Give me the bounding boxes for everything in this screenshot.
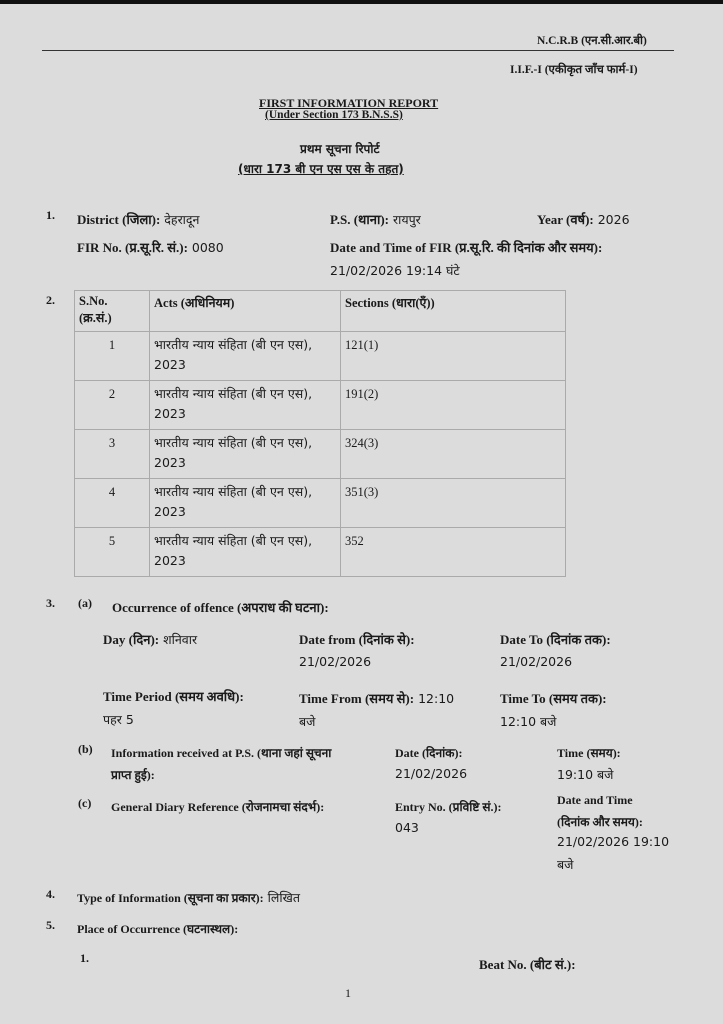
ncrb-label: N.C.R.B (एन.सी.आर.बी) — [537, 35, 647, 47]
occurrence-label: Occurrence of offence (अपराध की घटना): — [112, 600, 329, 615]
time-to-label: Time To (समय तक): — [500, 691, 607, 706]
title-english: FIRST INFORMATION REPORT — [259, 96, 439, 110]
year-row — [537, 210, 630, 228]
day-row — [103, 630, 197, 648]
gd-datetime-value-line1: 21/02/2026 19:10 — [557, 834, 670, 849]
row-section: 191(2) — [341, 381, 566, 430]
year-value: 2026 — [597, 212, 630, 227]
info-time-label: Time (समय): — [557, 746, 621, 760]
section-5-number: 5. — [46, 918, 55, 932]
type-of-information-row — [77, 889, 300, 906]
header-divider — [42, 50, 674, 51]
row-act: भारतीय न्याय संहिता (बी एन एस), 2023 — [150, 479, 341, 528]
table-row — [75, 479, 566, 528]
row-sno: 2 — [75, 381, 150, 430]
header-sections: Sections (धारा(एँ)) — [341, 291, 566, 332]
time-period-label: Time Period (समय अवधि): — [103, 689, 244, 704]
ps-value: रायपुर — [392, 212, 421, 227]
row-section: 121(1) — [341, 332, 566, 381]
beat-no-label: Beat No. (बीट सं.): — [479, 957, 576, 972]
day-label: Day (दिन): — [103, 632, 160, 647]
date-to-label: Date To (दिनांक तक): — [500, 632, 611, 647]
gd-datetime-label-line2: (दिनांक और समय): — [557, 815, 643, 829]
entry-no-label: Entry No. (प्रविष्टि सं.): — [395, 800, 502, 814]
subsection-b: (b) — [78, 742, 93, 756]
section-4-number: 4. — [46, 887, 55, 901]
info-date-value: 21/02/2026 — [395, 766, 468, 781]
fir-row — [77, 238, 224, 256]
district-row — [77, 210, 200, 228]
section-2-number: 2. — [46, 293, 55, 307]
row-sno: 1 — [75, 332, 150, 381]
table-header-row — [75, 291, 566, 332]
day-value: शनिवार — [163, 632, 198, 647]
date-to-value: 21/02/2026 — [500, 654, 573, 669]
row-section: 351(3) — [341, 479, 566, 528]
subtitle-hindi: (धारा 173 बी एन एस एस के तहत) — [238, 162, 404, 176]
district-label: District (जिला): — [77, 212, 161, 227]
date-from-value: 21/02/2026 — [299, 654, 372, 669]
section-1-number: 1. — [46, 208, 55, 222]
time-to-value: 12:10 बजे — [500, 714, 557, 729]
acts-sections-table — [74, 290, 566, 577]
place-item-number: 1. — [80, 951, 89, 965]
subsection-a: (a) — [78, 596, 92, 610]
row-sno: 5 — [75, 528, 150, 577]
top-edge-bar — [0, 0, 723, 4]
table-row — [75, 430, 566, 479]
time-from-unit: बजे — [299, 714, 316, 729]
time-from-label: Time From (समय से): — [299, 691, 415, 706]
row-sno: 3 — [75, 430, 150, 479]
info-date-label: Date (दिनांक): — [395, 746, 463, 760]
entry-no-value: 043 — [395, 820, 419, 835]
time-from-row — [299, 689, 454, 707]
gd-datetime-value-line2: बजे — [557, 857, 574, 872]
type-of-information-value: लिखित — [267, 890, 300, 905]
fir-datetime-label: Date and Time of FIR (प्र.सू.रि. की दिनांक और समय): — [330, 240, 603, 255]
fir-value: 0080 — [191, 240, 224, 255]
fir-label: FIR No. (प्र.सू.रि. सं.): — [77, 240, 188, 255]
info-received-label-line1: Information received at P.S. (थाना जहां सूचना — [111, 746, 332, 760]
info-received-label-line2: प्राप्त हुई): — [111, 768, 155, 782]
row-act: भारतीय न्याय संहिता (बी एन एस), 2023 — [150, 528, 341, 577]
general-diary-label: General Diary Reference (रोजनामचा संदर्भ): — [111, 800, 325, 814]
ps-label: P.S. (थाना): — [330, 212, 389, 227]
subsection-c: (c) — [78, 796, 92, 810]
gd-datetime-label-line1: Date and Time — [557, 793, 633, 807]
row-act: भारतीय न्याय संहिता (बी एन एस), 2023 — [150, 430, 341, 479]
header-sno — [75, 291, 150, 332]
row-sno: 4 — [75, 479, 150, 528]
page-number: 1 — [345, 986, 351, 1000]
row-section: 324(3) — [341, 430, 566, 479]
subtitle-english: (Under Section 173 B.N.S.S) — [265, 109, 403, 121]
table-row — [75, 528, 566, 577]
form-label: I.I.F.-I (एकीकृत जाँच फार्म-I) — [510, 64, 638, 76]
table-row — [75, 381, 566, 430]
row-act: भारतीय न्याय संहिता (बी एन एस), 2023 — [150, 332, 341, 381]
year-label: Year (वर्ष): — [537, 212, 594, 227]
date-from-label: Date from (दिनांक से): — [299, 632, 415, 647]
place-of-occurrence-label: Place of Occurrence (घटनास्थल): — [77, 922, 239, 936]
ps-row — [330, 210, 421, 228]
row-act: भारतीय न्याय संहिता (बी एन एस), 2023 — [150, 381, 341, 430]
fir-datetime-value: 21/02/2026 19:14 घंटे — [330, 263, 460, 278]
header-acts: Acts (अधिनियम) — [150, 291, 341, 332]
title-hindi: प्रथम सूचना रिपोर्ट — [300, 142, 380, 156]
district-value: देहरादून — [164, 212, 200, 227]
type-of-information-label: Type of Information (सूचना का प्रकार): — [77, 891, 264, 905]
time-from-value: 12:10 — [418, 691, 455, 706]
row-section: 352 — [341, 528, 566, 577]
table-row — [75, 332, 566, 381]
header-sno-en: S.No. — [79, 294, 108, 308]
time-period-value: पहर 5 — [103, 712, 134, 727]
header-sno-hi: (क्र.सं.) — [79, 311, 112, 325]
info-time-value: 19:10 बजे — [557, 767, 614, 782]
section-3-number: 3. — [46, 596, 55, 610]
